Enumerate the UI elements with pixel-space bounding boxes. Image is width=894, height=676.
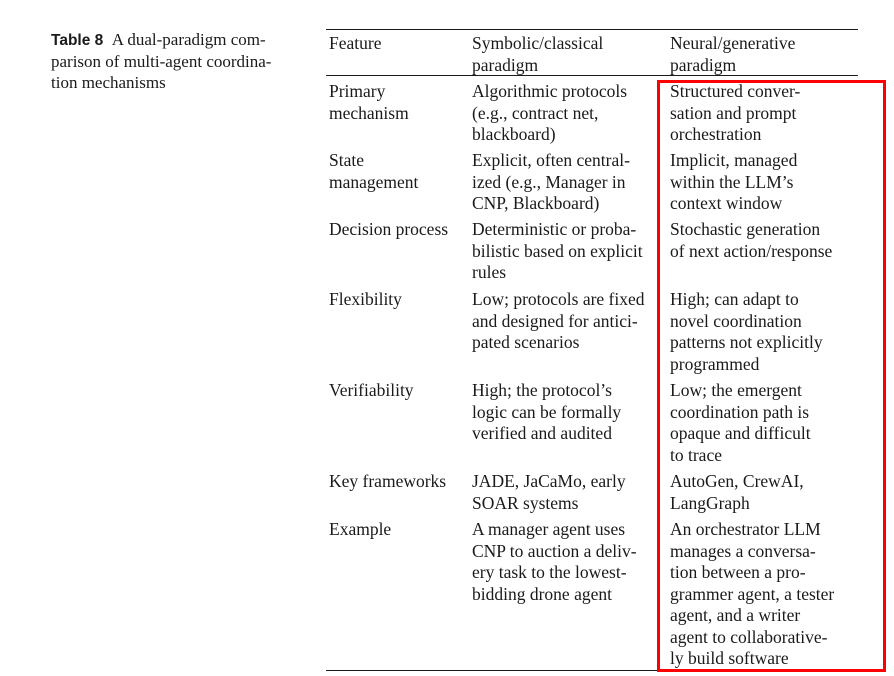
table-caption-text: A dual-paradigm com- parison of multi-agent coordina- tion mechanisms	[51, 30, 272, 92]
row-verifiability-feature: Verifiability	[329, 380, 414, 400]
row-flexibility-neural: High; can adapt to novel coordination patterns not explicitly programmed	[670, 289, 823, 374]
neural-column-highlight-box	[657, 80, 886, 672]
table-label: Table 8	[51, 32, 104, 49]
row-primary-mechanism-neural: Structured conver- sation and prompt orchestration	[670, 81, 801, 144]
row-decision-process-symbolic: Deterministic or proba- bilistic based on explicit rules	[472, 219, 643, 282]
row-primary-mechanism-feature: Primary mechanism	[329, 81, 409, 123]
row-example-neural: An orchestrator LLM manages a conversa- tion between a pro- grammer agent, a tester agent, and a writer agent to collaborative- ly build software	[670, 519, 835, 668]
row-decision-process-feature: Decision process	[329, 219, 449, 239]
row-flexibility-feature: Flexibility	[329, 289, 402, 309]
row-primary-mechanism-symbolic: Algorithmic protocols (e.g., contract net, blackboard)	[472, 81, 628, 144]
row-state-management-feature: State management	[329, 150, 419, 192]
column-header-symbolic: Symbolic/classical paradigm	[472, 33, 604, 75]
row-key-frameworks-feature: Key frameworks	[329, 471, 447, 491]
table-caption	[51, 29, 301, 93]
row-state-management-neural: Implicit, managed within the LLM’s context window	[670, 150, 798, 213]
column-header-neural: Neural/generative paradigm	[670, 33, 796, 75]
table-top-rule	[326, 29, 858, 30]
row-verifiability-neural: Low; the emergent coordination path is opaque and difficult to trace	[670, 380, 811, 465]
row-flexibility-symbolic: Low; protocols are fixed and designed for antici- pated scenarios	[472, 289, 645, 352]
row-state-management-symbolic: Explicit, often central- ized (e.g., Manager in CNP, Blackboard)	[472, 150, 630, 213]
row-verifiability-symbolic: High; the protocol’s logic can be formally verified and audited	[472, 380, 622, 443]
column-header-feature: Feature	[329, 33, 382, 53]
row-example-feature: Example	[329, 519, 392, 539]
row-decision-process-neural: Stochastic generation of next action/response	[670, 219, 833, 261]
row-example-symbolic: A manager agent uses CNP to auction a deliv- ery task to the lowest- bidding drone agent	[472, 519, 637, 604]
row-key-frameworks-symbolic: JADE, JaCaMo, early SOAR systems	[472, 471, 626, 513]
row-key-frameworks-neural: AutoGen, CrewAI, LangGraph	[670, 471, 804, 513]
